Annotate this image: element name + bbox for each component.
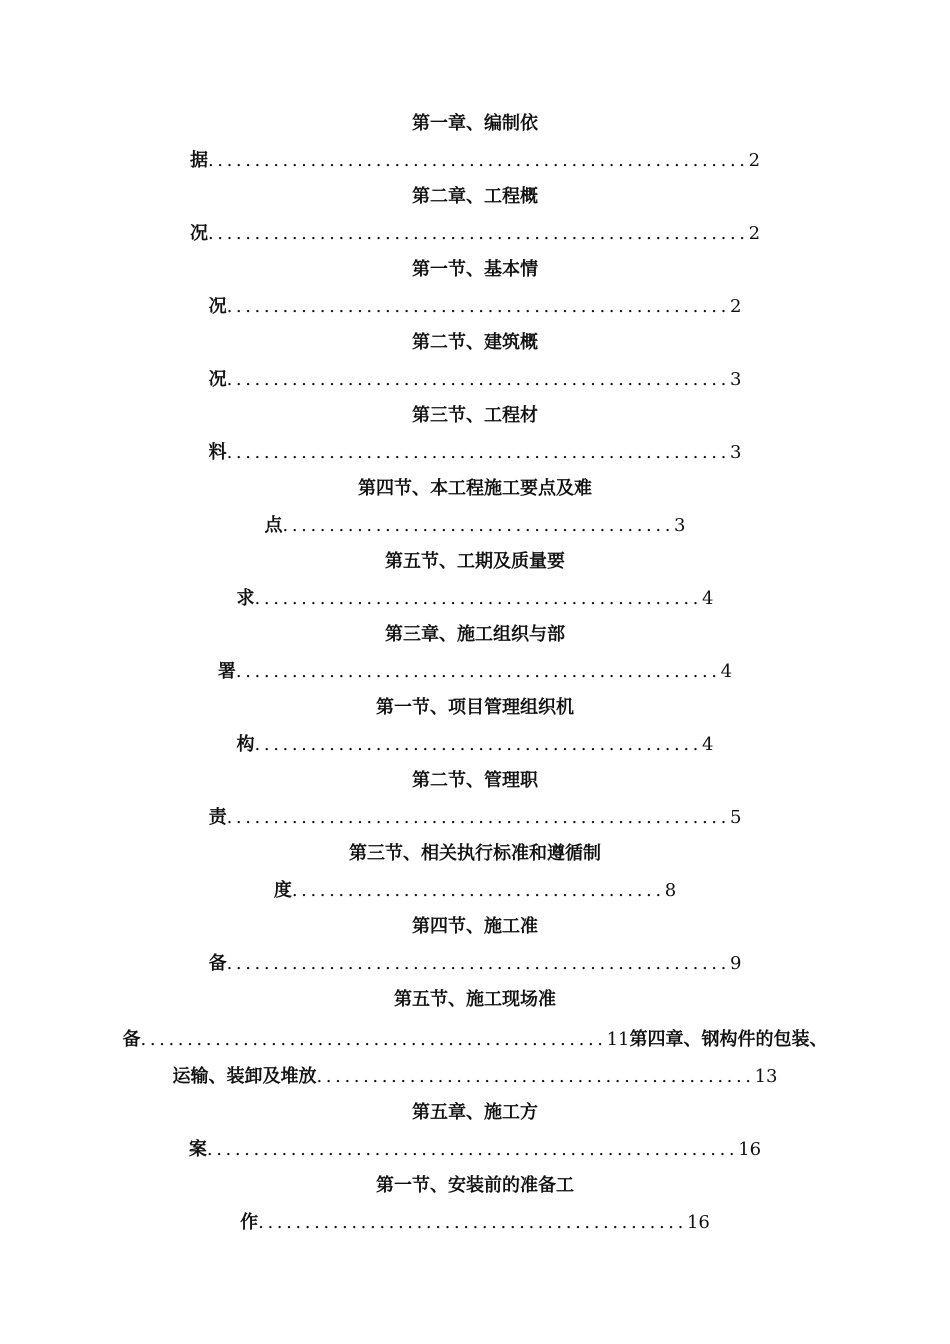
toc-entry — [0, 362, 950, 398]
toc-title: 第一节、项目管理组织机 — [376, 697, 574, 718]
toc-title: 第三节、工程材 — [412, 405, 538, 426]
toc-page-number: 11 — [606, 1029, 630, 1050]
toc-page-number: 8 — [664, 880, 677, 901]
toc-leader-dots: ...................................................... — [226, 296, 730, 317]
toc-lead: 运输、装卸及堆放 — [172, 1066, 317, 1087]
toc-page-number: 16 — [686, 1212, 710, 1233]
toc-lead: 况 — [189, 223, 208, 244]
toc-page-number: 5 — [729, 807, 742, 828]
toc-entry — [0, 946, 950, 982]
toc-lead: 责 — [208, 807, 227, 828]
toc-lead: 作 — [240, 1212, 259, 1233]
toc-entry — [0, 289, 950, 325]
toc-entry — [0, 216, 950, 252]
toc-page-number: 2 — [748, 150, 761, 171]
toc-title: 第一章、编制依 — [412, 113, 538, 134]
toc-entry — [0, 508, 950, 544]
toc-page-number: 3 — [729, 369, 742, 390]
toc-leader-dots: .......................................... — [282, 515, 675, 536]
toc-lead: 度 — [273, 880, 292, 901]
toc-title: 第四节、本工程施工要点及难 — [358, 478, 592, 499]
toc-page-number: 3 — [674, 515, 686, 536]
toc-entry — [0, 800, 950, 836]
toc-lead: 况 — [208, 369, 227, 390]
toc-lead: 点 — [264, 515, 283, 536]
toc-chapter-tail: 第四章、钢构件的包装、 — [629, 1029, 828, 1050]
toc-title: 第五节、施工现场准 — [394, 989, 556, 1010]
toc-entry — [0, 1205, 950, 1241]
toc-leader-dots: ........................................ — [291, 880, 665, 901]
toc-title: 第二章、工程概 — [412, 186, 538, 207]
toc-leader-dots: ............................................... — [316, 1066, 755, 1087]
toc-lead: 料 — [208, 442, 227, 463]
toc-page-number: 13 — [754, 1066, 778, 1087]
toc-entry — [0, 1022, 950, 1058]
toc-entry — [0, 873, 950, 909]
toc-lead: 备 — [208, 953, 227, 974]
toc-leader-dots: ...................................................... — [226, 442, 730, 463]
toc-entry — [0, 1059, 950, 1095]
toc-entry — [0, 654, 950, 690]
toc-lead: 构 — [236, 734, 255, 755]
toc-page-number: 2 — [729, 296, 742, 317]
toc-entry — [0, 143, 950, 179]
toc-leader-dots: ...................................................... — [226, 953, 730, 974]
toc-leader-dots: ...................................................... — [226, 807, 730, 828]
toc-leader-dots: ................................................ — [254, 588, 702, 609]
toc-title: 第一节、安装前的准备工 — [376, 1175, 574, 1196]
toc-leader-dots: ...................................................... — [226, 369, 730, 390]
toc-lead: 求 — [236, 588, 255, 609]
toc-title: 第三节、相关执行标准和遵循制 — [349, 843, 601, 864]
toc-lead: 备 — [122, 1029, 141, 1050]
toc-page-number: 4 — [720, 661, 733, 682]
toc-page-number: 16 — [738, 1139, 762, 1160]
toc-page-number: 9 — [729, 953, 742, 974]
toc-entry — [0, 581, 950, 617]
toc-title: 第四节、施工准 — [412, 916, 538, 937]
toc-lead: 署 — [217, 661, 236, 682]
toc-page-number: 4 — [702, 588, 714, 609]
toc-entry — [0, 727, 950, 763]
toc-title: 第一节、基本情 — [412, 259, 538, 280]
toc-title: 第五节、工期及质量要 — [385, 551, 565, 572]
toc-title: 第五章、施工方 — [412, 1102, 538, 1123]
toc-title: 第二节、管理职 — [412, 770, 538, 791]
toc-leader-dots: .................................................. — [140, 1029, 607, 1050]
toc-lead: 况 — [208, 296, 227, 317]
toc-leader-dots: .............................................. — [258, 1212, 687, 1233]
toc-leader-dots: ................................................ — [254, 734, 702, 755]
toc-page-number: 2 — [748, 223, 761, 244]
toc-page-number: 3 — [729, 442, 742, 463]
toc-lead: 据 — [189, 150, 208, 171]
toc-leader-dots: .......................................................... — [207, 223, 749, 244]
toc-title: 第三章、施工组织与部 — [385, 624, 565, 645]
toc-lead: 案 — [188, 1139, 207, 1160]
toc-title: 第二节、建筑概 — [412, 332, 538, 353]
toc-page-number: 4 — [702, 734, 714, 755]
toc-leader-dots: ......................................................... — [206, 1139, 739, 1160]
toc-entry — [0, 1132, 950, 1168]
toc-entry — [0, 435, 950, 471]
toc-leader-dots: .......................................................... — [207, 150, 749, 171]
toc-leader-dots: .................................................... — [235, 661, 721, 682]
